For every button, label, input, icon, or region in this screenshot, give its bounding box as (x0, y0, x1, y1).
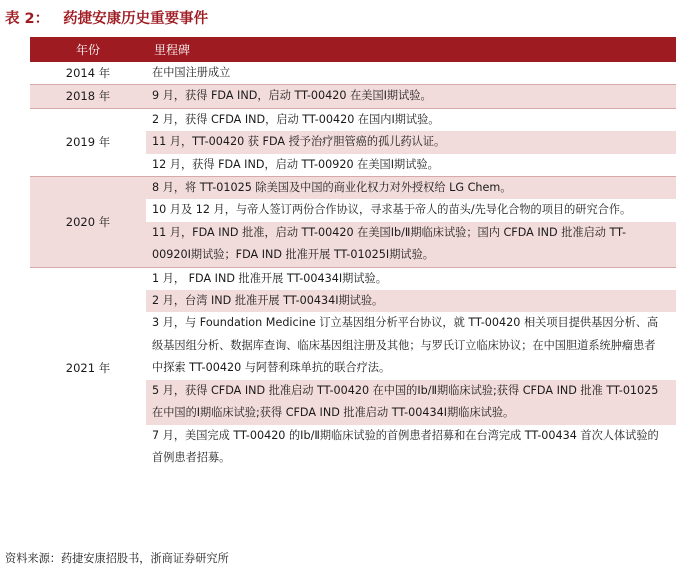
year-cell: 2018 年 (30, 85, 146, 108)
year-cell: 2014 年 (65, 66, 111, 80)
source-note: 资料来源：药捷安康招股书，浙商证券研究所 (5, 552, 229, 565)
table-number: 表 2： (5, 11, 50, 27)
event-cell: 7 月，美国完成 TT-00420 的Ⅰb/Ⅱ期临床试验的首例患者招募和在台湾完成 TT-00434 首次人体试验的首例患者招募。 (152, 428, 659, 464)
table-row (30, 177, 676, 200)
event-cell: 5 月，获得 CFDA IND 批准启动 TT-00420 在中国的Ⅰb/Ⅱ期临床试验;获得 CFDA IND 批准 TT-01025 在中国的Ⅰ期临床试验;获得 CFDA IND 批准启动 TT-00434Ⅰ期临床试验。 (146, 380, 676, 425)
header-row (30, 37, 676, 62)
event-cell: 3 月，与 Foundation Medicine 订立基因组分析平台协议，就 TT-00420 相关项目提供基因分析、高级基因组分析、数据库查询、临床基因组注册及其他；与罗氏订立临床协议；在中国胆道系统肿瘤患者中探索 TT-00420 与阿替利珠单抗的联合疗法。 (152, 316, 659, 375)
table-row (30, 62, 676, 85)
event-cell: 11 月，TT-00420 获 FDA 授予治疗胆管癌的孤儿药认证。 (146, 131, 676, 153)
event-cell: 2 月，台湾 IND 批准开展 TT-00434Ⅰ期试验。 (146, 290, 676, 312)
event-cell: 10 月及 12 月，与帝人签订两份合作协议，寻求基于帝人的苗头/先导化合物的项目的研究合作。 (152, 203, 632, 217)
table-title: 药捷安康历史重要事件 (63, 11, 209, 27)
event-cell: 12 月，获得 FDA IND，启动 TT-00920 在美国Ⅰ期试验。 (152, 157, 439, 171)
year-cell: 2021 年 (30, 267, 146, 469)
event-cell: 2 月，获得 CFDA IND，启动 TT-00420 在国内Ⅰ期试验。 (146, 108, 676, 131)
milestones-table (30, 37, 676, 469)
table-caption (5, 6, 208, 32)
table-row (30, 267, 676, 290)
year-cell: 2020 年 (30, 177, 146, 268)
year-cell: 2019 年 (30, 108, 146, 176)
event-cell: 11 月，FDA IND 批准，启动 TT-00420 在美国Ⅰb/Ⅱ期临床试验；国内 CFDA IND 批准启动 TT-00920Ⅰ期试验；FDA IND 批准开展 TT-01025Ⅰ期试验。 (146, 222, 676, 267)
header-year: 年份 (30, 37, 146, 62)
table-row (30, 85, 676, 108)
event-cell: 在中国注册成立 (152, 66, 231, 79)
event-cell: 1 月， FDA IND 批准开展 TT-00434Ⅰ期试验。 (146, 267, 676, 290)
header-milestone: 里程碑 (146, 37, 676, 62)
event-cell: 9 月，获得 FDA IND，启动 TT-00420 在美国Ⅰ期试验。 (146, 85, 676, 108)
table-row (30, 108, 676, 131)
event-cell: 8 月，将 TT-01025 除美国及中国的商业化权力对外授权给 LG Chem。 (146, 177, 676, 200)
